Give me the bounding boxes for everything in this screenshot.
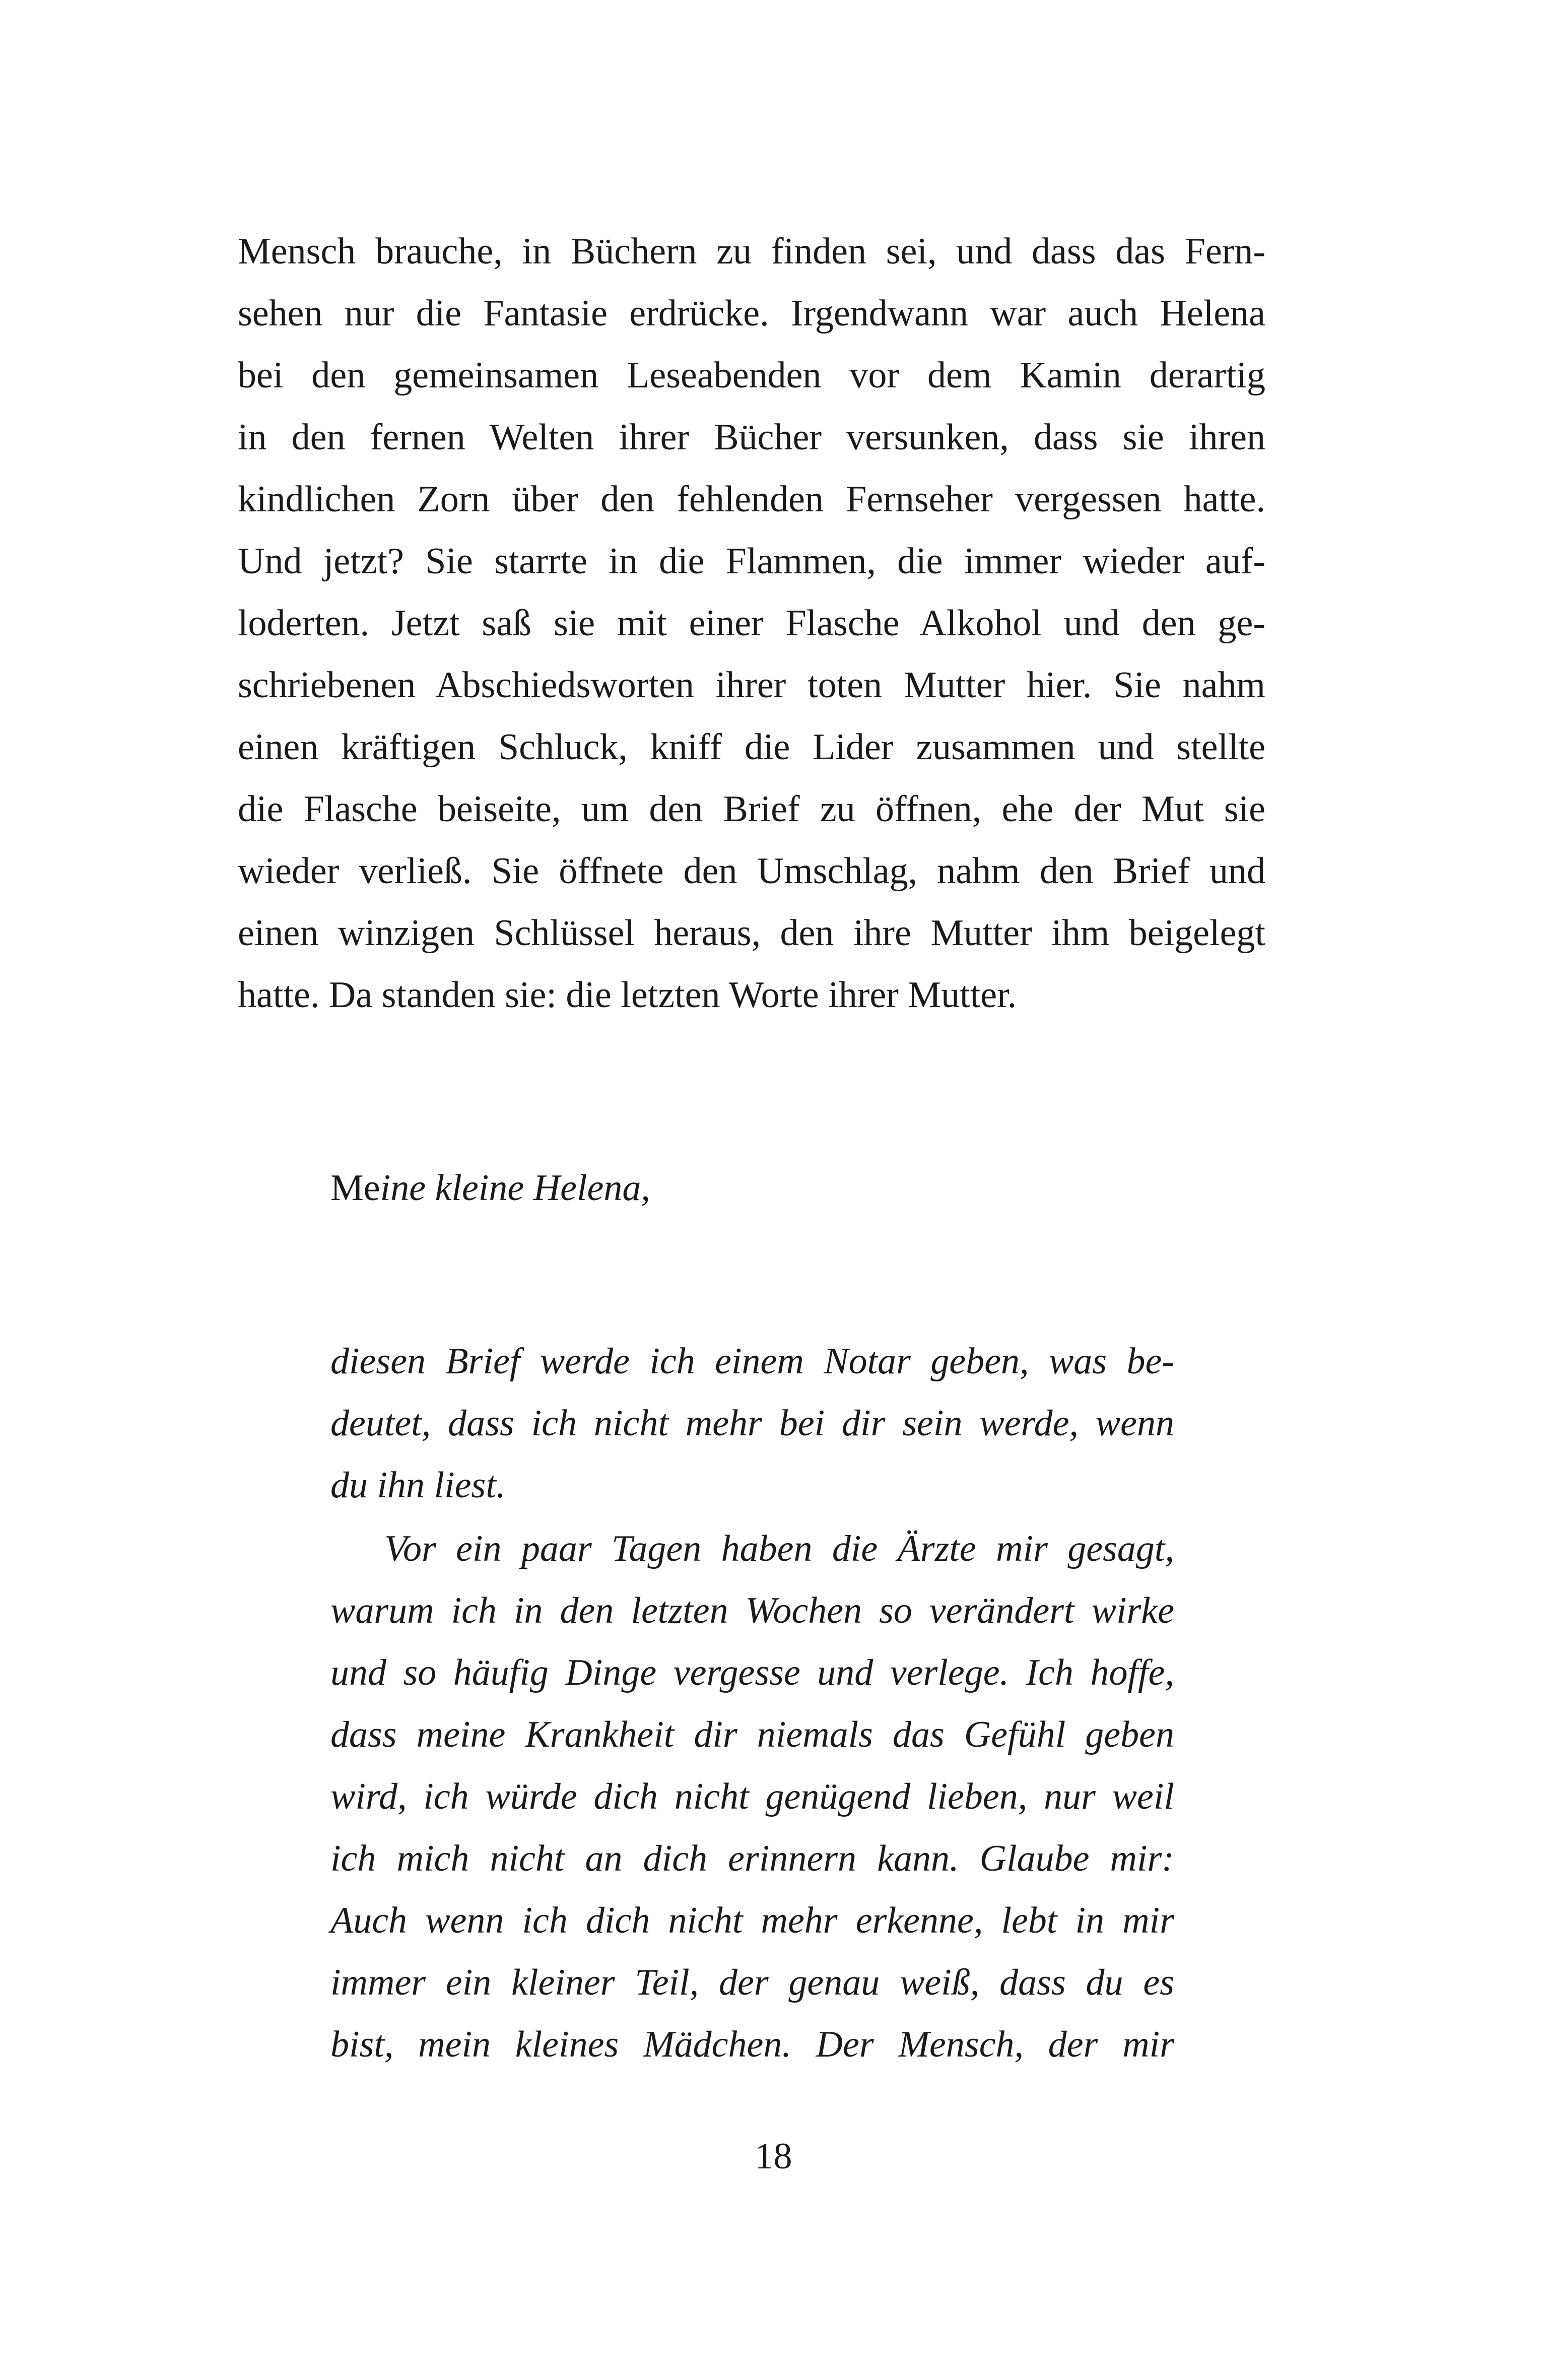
text-line: sehen nur die Fantasie erdrücke. Irgendwann war auch Helena xyxy=(238,293,1265,334)
letter-line: warum ich in den letzten Wochen so verändert wirke xyxy=(330,1590,1174,1631)
letter-line: deutet, dass ich nicht mehr bei dir sein werde, wenn xyxy=(330,1403,1174,1444)
page-number: 18 xyxy=(755,2136,792,2177)
letter-paragraph xyxy=(330,1518,1174,2076)
salutation-upright-part: Me xyxy=(330,1167,380,1209)
letter-line: Vor ein paar Tagen haben die Ärzte mir gesagt, xyxy=(384,1528,1174,1569)
text-line: einen kräftigen Schluck, kniff die Lider zusammen und stellte xyxy=(238,726,1265,768)
letter-line: Auch wenn ich dich nicht mehr erkenne, lebt in mir xyxy=(330,1900,1174,1941)
text-line: schriebenen Abschiedsworten ihrer toten Mutter hier. Sie nahm xyxy=(238,665,1265,706)
text-line: loderten. Jetzt saß sie mit einer Flasche Alkohol und den ge- xyxy=(238,603,1265,644)
letter-line: du ihn liest. xyxy=(330,1465,506,1506)
text-line: in den fernen Welten ihrer Bücher versunken, dass sie ihren xyxy=(238,417,1265,458)
letter-block xyxy=(330,1157,1174,2076)
letter-paragraph xyxy=(330,1331,1174,1516)
letter-line: wird, ich würde dich nicht genügend lieben, nur weil xyxy=(330,1776,1174,1817)
letter-line: immer ein kleiner Teil, der genau weiß, dass du es xyxy=(330,1962,1174,2003)
text-line: bei den gemeinsamen Leseabenden vor dem Kamin derartig xyxy=(238,355,1265,396)
letter-line: diesen Brief werde ich einem Notar geben, was be- xyxy=(330,1341,1174,1382)
letter-line: ich mich nicht an dich erinnern kann. Glaube mir: xyxy=(330,1838,1174,1879)
text-line: Mensch brauche, in Büchern zu finden sei, und dass das Fern- xyxy=(238,231,1265,272)
letter-line: und so häufig Dinge vergesse und verlege. Ich hoffe, xyxy=(330,1652,1174,1693)
letter-line: dass meine Krankheit dir niemals das Gefühl geben xyxy=(330,1714,1174,1755)
text-line: kindlichen Zorn über den fehlenden Fernseher vergessen hatte. xyxy=(238,479,1265,520)
salutation-italic-part: ine kleine Helena, xyxy=(380,1167,650,1209)
text-line: wieder verließ. Sie öffnete den Umschlag, nahm den Brief und xyxy=(238,850,1265,892)
text-line: Und jetzt? Sie starrte in die Flammen, die immer wieder auf- xyxy=(238,541,1265,582)
body-text xyxy=(238,221,1265,1026)
text-line: einen winzigen Schlüssel heraus, den ihre Mutter ihm beigelegt xyxy=(238,912,1265,954)
text-line: hatte. Da standen sie: die letzten Worte ihrer Mutter. xyxy=(238,974,1017,1016)
letter-salutation xyxy=(330,1157,1174,1219)
text-line: die Flasche beiseite, um den Brief zu öffnen, ehe der Mut sie xyxy=(238,788,1265,830)
letter-body xyxy=(330,1331,1174,2076)
letter-line: bist, mein kleines Mädchen. Der Mensch, der mir xyxy=(330,2024,1174,2065)
